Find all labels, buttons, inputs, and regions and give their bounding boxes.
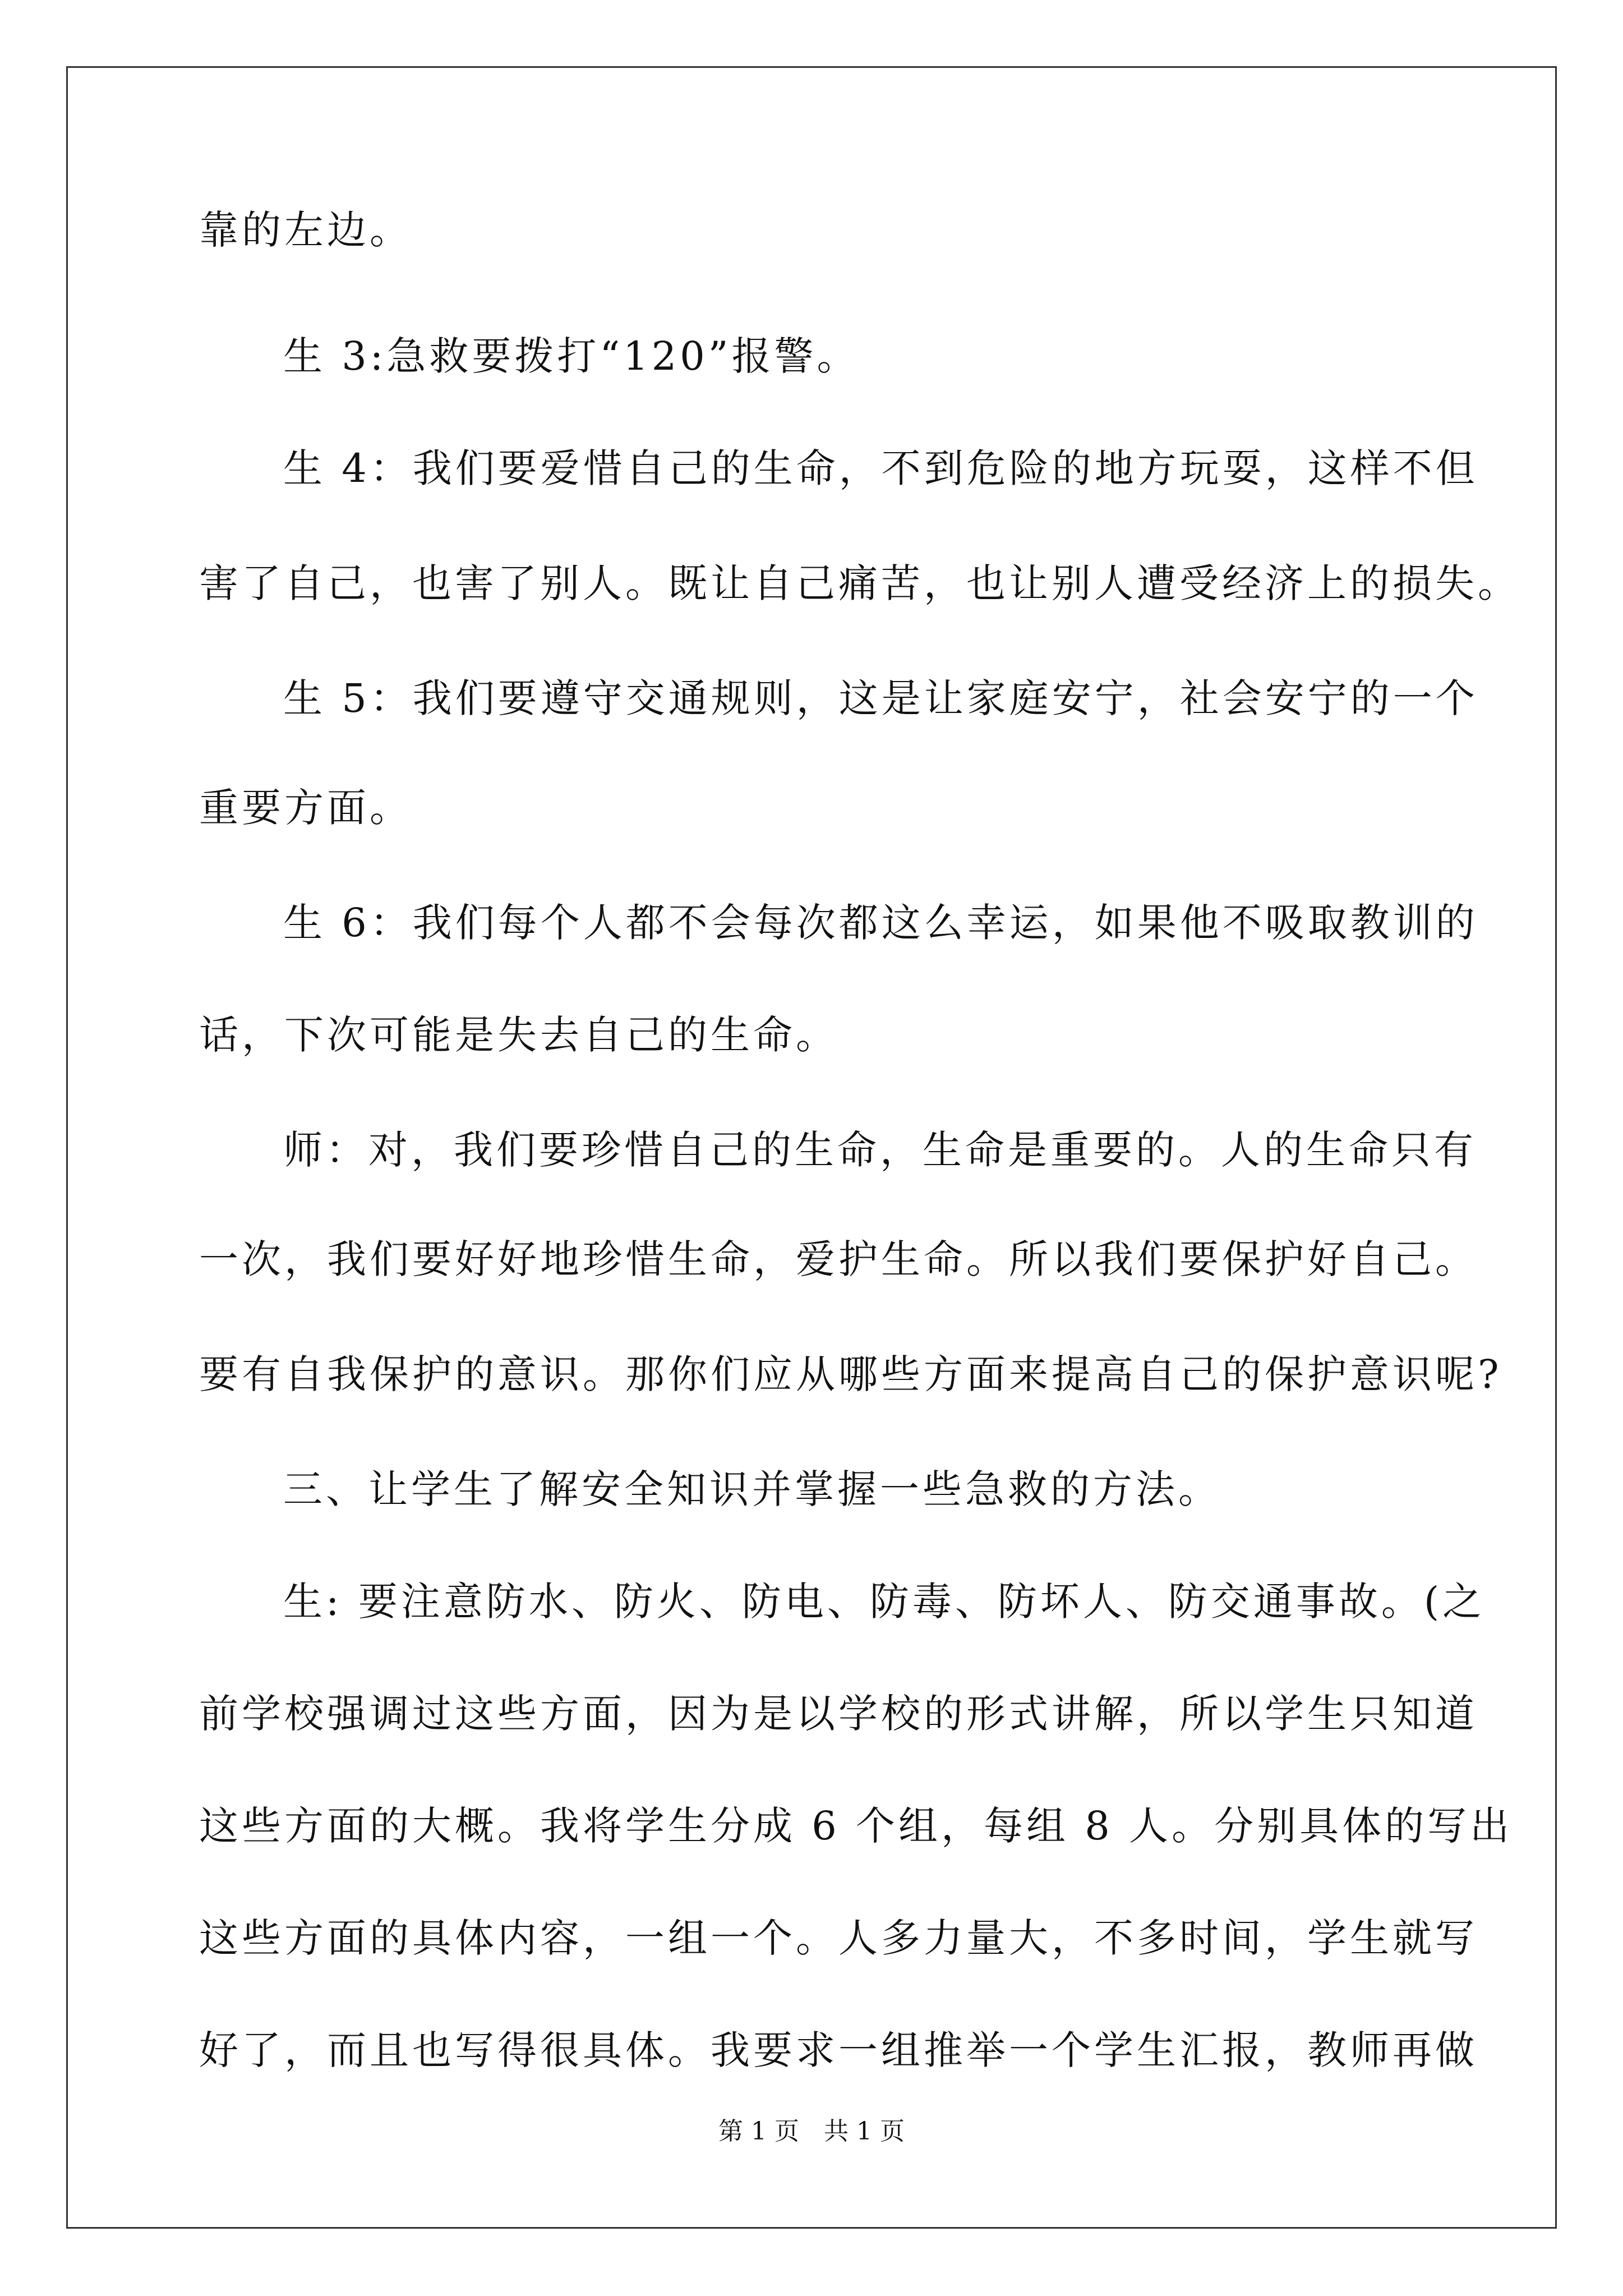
text-line: 要有自我保护的意识。那你们应从哪些方面来提高自己的保护意识呢?	[199, 1351, 1502, 1397]
text-line: 生: 要注意防水、防火、防电、防毒、防坏人、防交通事故。(之	[283, 1579, 1486, 1625]
text-line: 靠的左边。	[199, 207, 412, 253]
text-line: 生 4：我们要爱惜自己的生命，不到危险的地方玩耍，这样不但	[283, 445, 1478, 491]
text-line: 重要方面。	[199, 785, 412, 831]
text-line: 生 3:急救要拨打“120”报警。	[283, 333, 860, 379]
text-line: 生 6：我们每个人都不会每次都这么幸运，如果他不吸取教训的	[283, 900, 1478, 946]
text-line: 生 5：我们要遵守交通规则，这是让家庭安宁，社会安宁的一个	[283, 675, 1478, 721]
text-line: 前学校强调过这些方面，因为是以学校的形式讲解，所以学生只知道	[199, 1691, 1478, 1737]
text-line: 害了自己，也害了别人。既让自己痛苦，也让别人遭受经济上的损失。	[199, 560, 1520, 606]
text-line: 好了，而且也写得很具体。我要求一组推举一个学生汇报，教师再做	[199, 2027, 1478, 2073]
text-line: 这些方面的大概。我将学生分成 6 个组，每组 8 人。分别具体的写出	[199, 1803, 1513, 1849]
page-number: 第 1 页 共 1 页	[718, 2117, 905, 2146]
text-line: 师：对，我们要珍惜自己的生命，生命是重要的。人的生命只有	[283, 1127, 1477, 1173]
text-line: 这些方面的具体内容，一组一个。人多力量大，不多时间，学生就写	[199, 1915, 1478, 1961]
text-line: 三、让学生了解安全知识并掌握一些急救的方法。	[283, 1466, 1221, 1512]
text-line: 一次，我们要好好地珍惜生命，爱护生命。所以我们要保护好自己。	[199, 1236, 1478, 1282]
text-line: 话，下次可能是失去自己的生命。	[199, 1012, 838, 1058]
